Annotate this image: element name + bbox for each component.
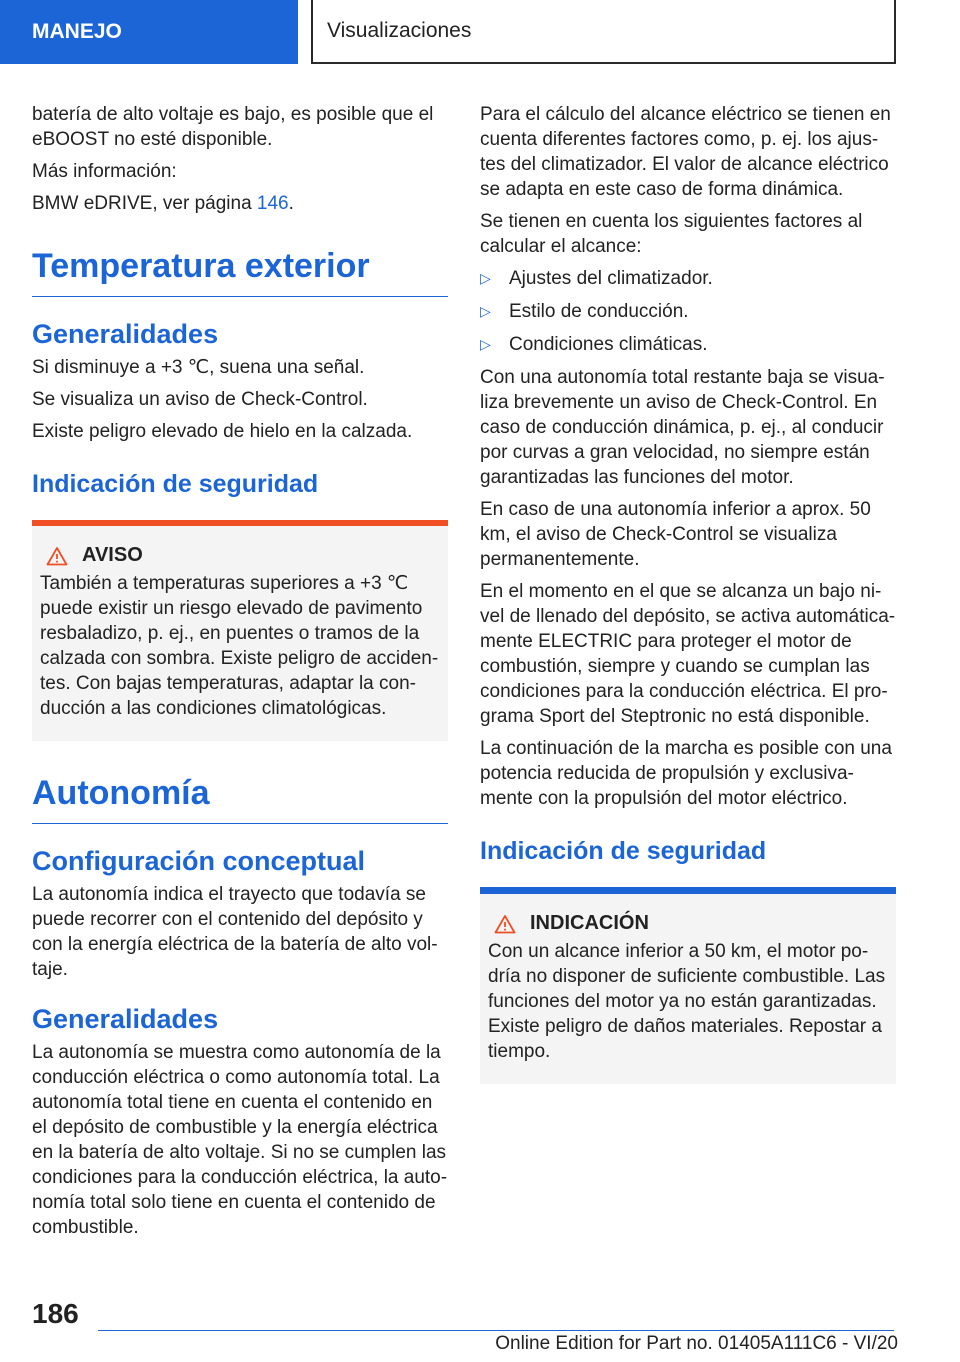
- list-item-text: Estilo de conducción.: [509, 301, 689, 322]
- page-number: 186: [32, 1298, 79, 1329]
- body-paragraph: Se tienen en cuenta los siguientes factores al calcular el alcance:: [480, 211, 863, 257]
- warning-callout: [32, 520, 448, 741]
- note-text: Con un alcance inferior a 50 km, el motor po-dría no disponer de suficiente combustible. Las funciones del motor ya no están garantizadas. Existe peligro de daños materiales. Repostar a tiempo.: [488, 941, 886, 1062]
- list-item: [480, 332, 896, 357]
- note-header: [488, 912, 888, 935]
- right-column: [480, 102, 896, 1114]
- temp-paragraph: Existe peligro elevado de hielo en la calzada.: [32, 421, 413, 442]
- general-paragraph: La autonomía se muestra como autonomía de la conducción eléctrica o como autonomía total. La autonomía total tiene en cuenta el contenido en el depósito de combustible y la energía eléctrica en la batería de alto voltaje. Si no se cumplen las condiciones para la conducción eléctrica, la auto-nomía total solo tiene en cuenta el contenido de combustible.: [32, 1042, 448, 1238]
- list-item-text: Ajustes del climatizador.: [509, 268, 713, 289]
- list-item: [480, 299, 896, 324]
- page-reference: [32, 191, 448, 216]
- intro-paragraph: batería de alto voltaje es bajo, es posible que el eBOOST no esté disponible.: [32, 104, 434, 150]
- list-item-text: Condiciones climáticas.: [509, 334, 708, 355]
- warning-header: [40, 544, 440, 567]
- heading-indicacion-seguridad: Indicación de seguridad: [32, 470, 319, 498]
- page-reference-text: BMW eDRIVE, ver página: [32, 193, 257, 214]
- section-tab: [0, 0, 298, 64]
- note-title: INDICACIÓN: [530, 912, 649, 934]
- page-reference-suffix: .: [288, 193, 294, 214]
- triangle-bullet-icon: ▷: [480, 270, 491, 286]
- list-item: [480, 266, 896, 291]
- body-paragraph: En el momento en el que se alcanza un bajo ni-vel de llenado del depósito, se activa automática-mente ELECTRIC para proteger el motor de combustión, siempre y cuando se cumplan las condiciones para la conducción eléctrica. El pro-grama Sport del Steptronic no está disponible.: [480, 581, 896, 727]
- warning-triangle-icon: [494, 914, 516, 934]
- temp-paragraph: Se visualiza un aviso de Check-Control.: [32, 389, 368, 410]
- heading-indicacion-seguridad-2: Indicación de seguridad: [480, 837, 767, 865]
- heading-autonomia: Autonomía: [32, 771, 448, 824]
- chapter-header: [311, 0, 896, 64]
- triangle-bullet-icon: ▷: [480, 303, 491, 319]
- factor-list: [480, 266, 896, 357]
- left-column: [32, 102, 448, 1247]
- more-info-label: Más información:: [32, 161, 177, 182]
- note-callout: [480, 887, 896, 1084]
- heading-temperatura-exterior: Temperatura exterior: [32, 244, 448, 297]
- section-label: MANEJO: [32, 20, 122, 43]
- page-reference-link[interactable]: 146: [256, 193, 289, 214]
- heading-generalidades-2: Generalidades: [32, 1004, 219, 1034]
- warning-text: También a temperaturas superiores a +3 ℃ puede existir un riesgo elevado de pavimento resbaladizo, p. ej., en puentes o tramos de la calzada con sombra. Existe peligro de acciden-tes. Con bajas temperaturas, adaptar la con-ducción a las condiciones climatológicas.: [40, 573, 439, 719]
- body-paragraph: La continuación de la marcha es posible con una potencia reducida de propulsión y exclusiva-mente con la propulsión del motor eléctrico.: [480, 738, 892, 809]
- body-paragraph: Con una autonomía total restante baja se visua-liza brevemente un aviso de Check-Control. En caso de conducción dinámica, p. ej., al conducir por curvas a gran velocidad, no siempre están garantizadas las funciones del motor.: [480, 367, 885, 488]
- concept-paragraph: La autonomía indica el trayecto que todavía se puede recorrer con el contenido del depósito y con la energía eléctrica de la batería de alto vol-taje.: [32, 884, 438, 980]
- body-paragraph: En caso de una autonomía inferior a aprox. 50 km, el aviso de Check-Control se visualiza permanentemente.: [480, 499, 871, 570]
- chapter-label: Visualizaciones: [327, 19, 472, 42]
- warning-triangle-icon: [46, 546, 68, 566]
- heading-configuracion-conceptual: Configuración conceptual: [32, 846, 366, 876]
- heading-generalidades: Generalidades: [32, 319, 219, 349]
- warning-title: AVISO: [82, 544, 143, 566]
- triangle-bullet-icon: ▷: [480, 336, 491, 352]
- edition-label: Online Edition for Part no. 01405A111C6 - VI/20: [495, 1333, 898, 1354]
- body-paragraph: Para el cálculo del alcance eléctrico se tienen en cuenta diferentes factores como, p. ej. los ajus-tes del climatizador. El valor de alcance eléctrico se adapta en este caso de forma dinámica.: [480, 104, 891, 200]
- temp-paragraph: Si disminuye a +3 ℃, suena una señal.: [32, 357, 365, 378]
